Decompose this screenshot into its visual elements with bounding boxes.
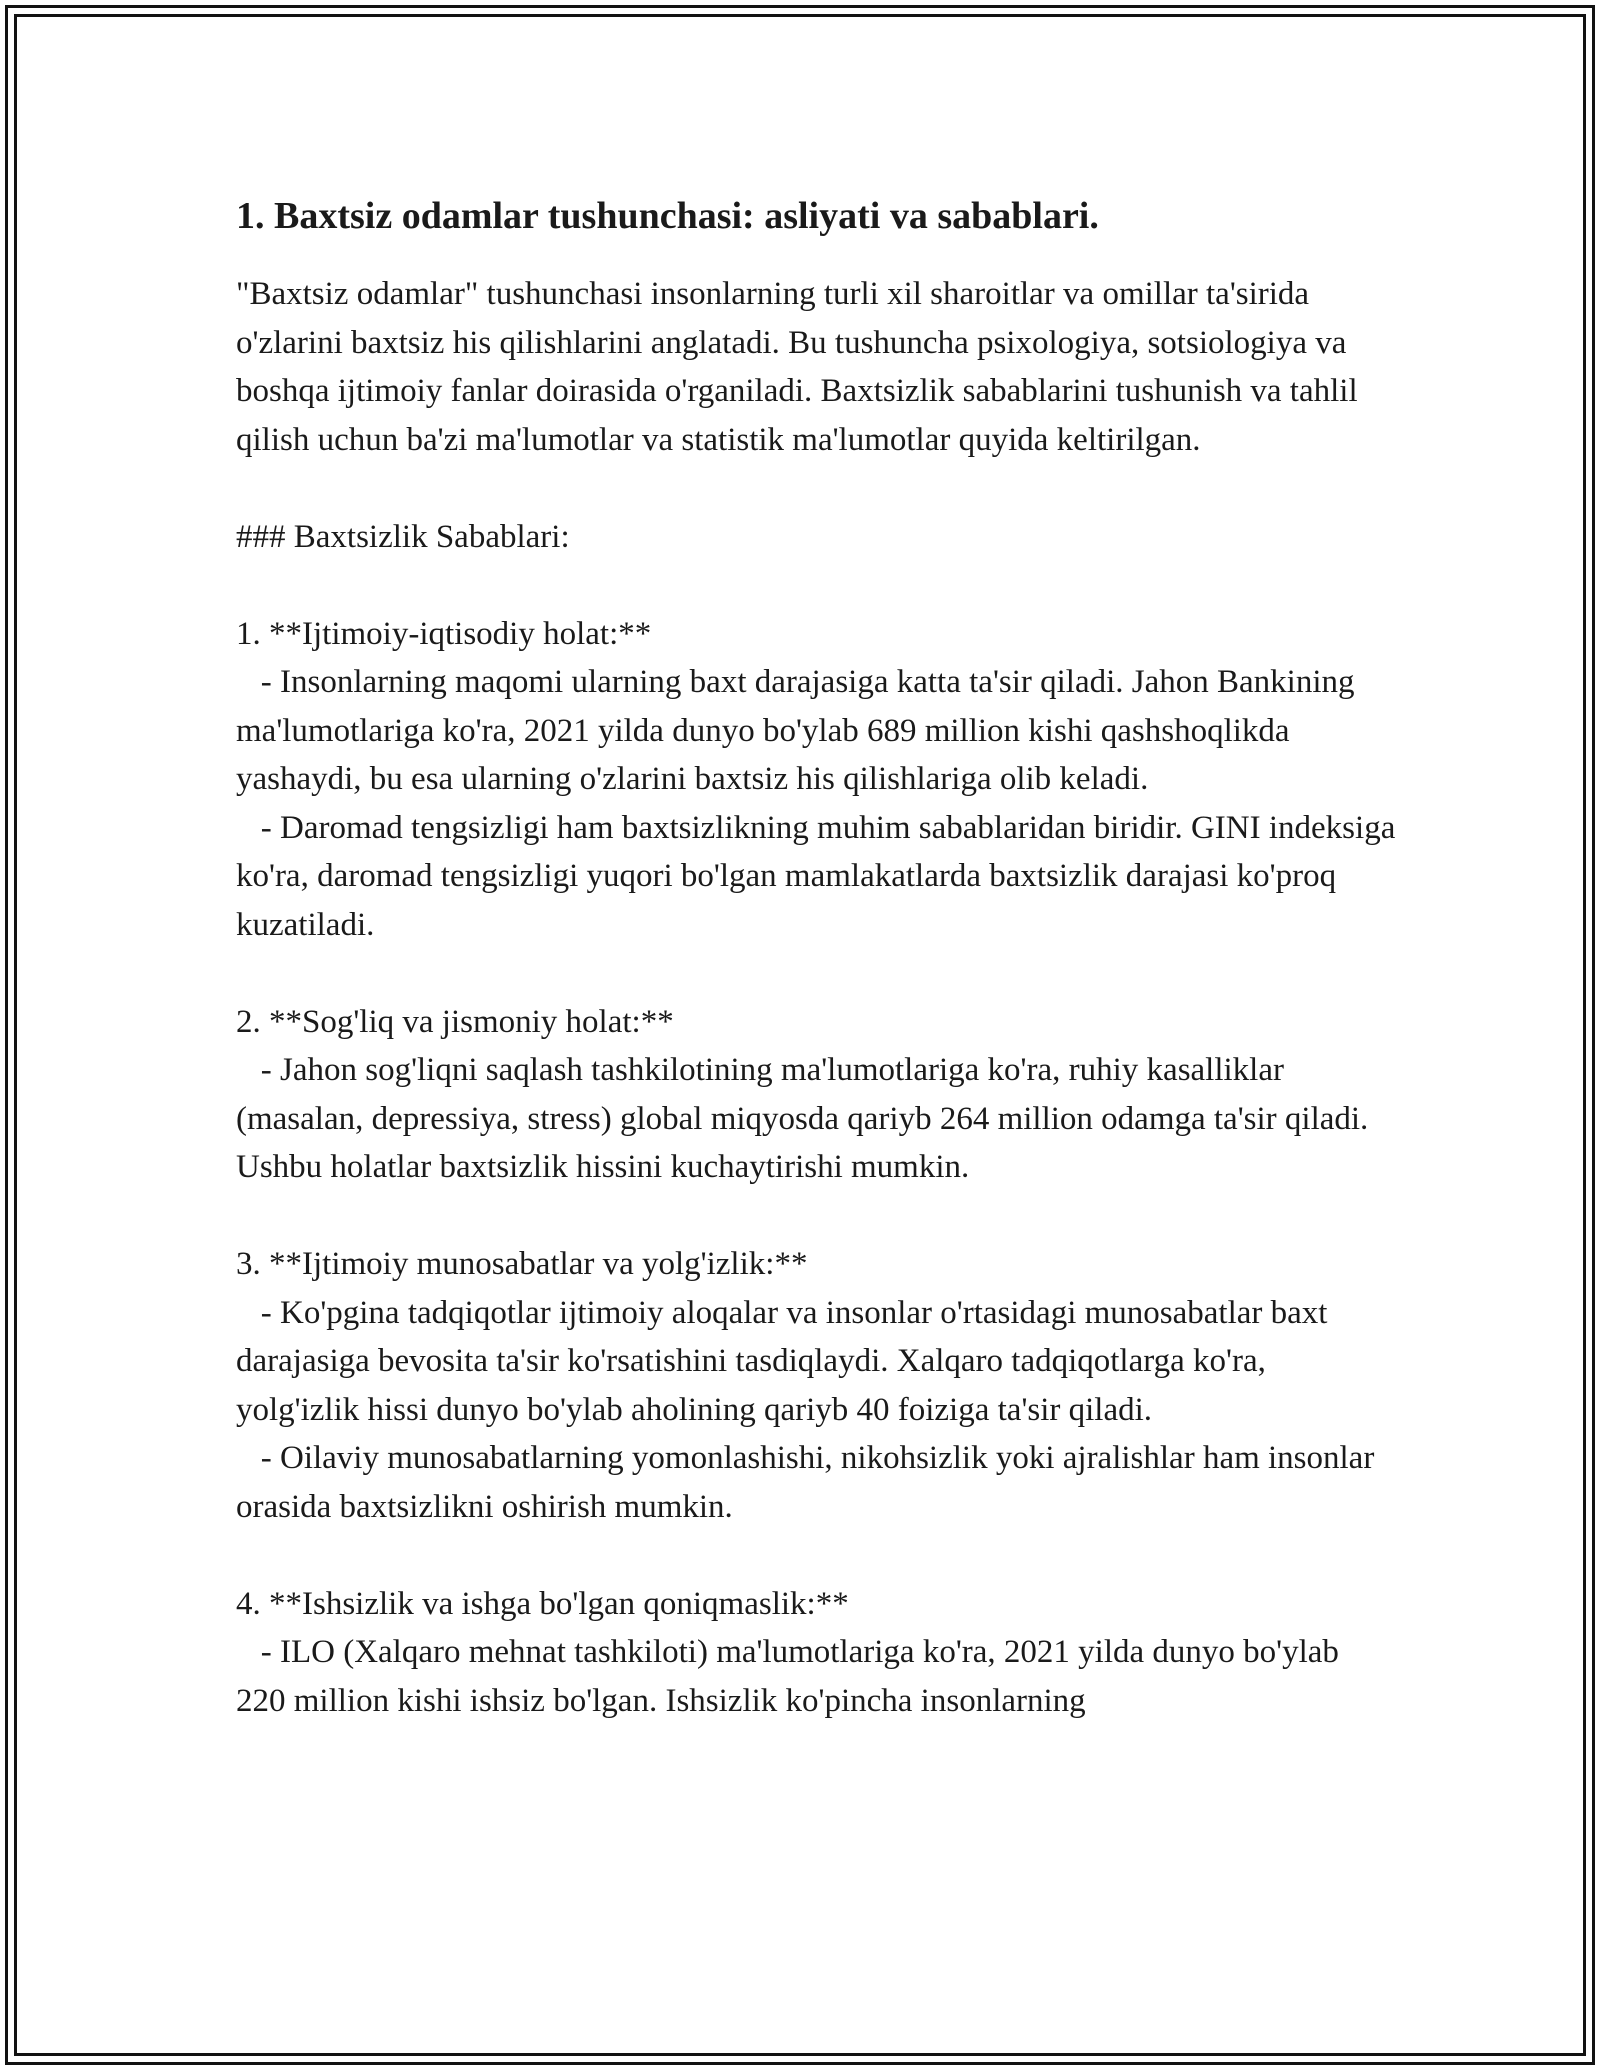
section-heading: 1. **Ijtimoiy-iqtisodiy holat:** (236, 615, 652, 652)
section-2 (236, 998, 1396, 1192)
section-item: - Daromad tengsizligi ham baxtsizlikning muhim sabablaridan biridir. GINI indeksiga ko'ra, daromad tengsizligi yuqori bo'lgan mamlakatlarda baxtsizlik darajasi ko'proq kuzatiladi. (236, 809, 1404, 943)
section-3 (236, 1240, 1396, 1531)
section-item: - Oilaviy munosabatlarning yomonlashishi, nikohsizlik yoki ajralishlar ham insonlar orasida baxtsizlikni oshirish mumkin. (236, 1440, 1383, 1525)
section-item: - ILO (Xalqaro mehnat tashkiloti) ma'lumotlariga ko'ra, 2021 yilda dunyo bo'ylab 220 million kishi ishsiz bo'lgan. Ishsizlik ko'pincha insonlarning (236, 1634, 1348, 1719)
section-heading: 4. **Ishsizlik va ishga bo'lgan qoniqmaslik:** (236, 1585, 849, 1622)
subheading: ### Baxtsizlik Sabablari: (236, 518, 570, 555)
section-heading: 2. **Sog'liq va jismoniy holat:** (236, 1003, 674, 1040)
section-item: - Jahon sog'liqni saqlash tashkilotining ma'lumotlariga ko'ra, ruhiy kasalliklar (masalan, depressiya, stress) global miqyosda qariyb 264 million odamga ta'sir qiladi. Ushbu holatlar baxtsizlik hissini kuchaytirishi mumkin. (236, 1052, 1377, 1185)
section-item: - Ko'pgina tadqiqotlar ijtimoiy aloqalar va insonlar o'rtasidagi munosabatlar baxt darajasiga bevosita ta'sir ko'rsatishini tasdiqlaydi. Xalqaro tadqiqotlarga ko'ra, yolg'izlik hissi dunyo bo'ylab aholining qariyb 40 foiziga ta'sir qiladi. (236, 1294, 1336, 1428)
section-4 (236, 1580, 1396, 1726)
document-body (236, 188, 1404, 1725)
section-1 (236, 610, 1404, 950)
section-item: - Insonlarning maqomi ularning baxt darajasiga katta ta'sir qiladi. Jahon Bankining ma'lumotlariga ko'ra, 2021 yilda dunyo bo'ylab 689 million kishi qashshoqlikda yashaydi, bu esa ularning o'zlarini baxtsiz his qilishlariga olib keladi. (236, 664, 1363, 797)
document-title: 1. Baxtsiz odamlar tushunchasi: asliyati va sabablari. (236, 195, 1099, 237)
intro-paragraph: "Baxtsiz odamlar" tushunchasi insonlarning turli xil sharoitlar va omillar ta'sirida o'zlarini baxtsiz his qilishlarini anglatadi. Bu tushuncha psixologiya, sotsiologiya va boshqa ijtimoiy fanlar doirasida o'rganiladi. Baxtsizlik sabablarini tushunish va tahlil qilish uchun ba'zi ma'lumotlar va statistik ma'lumotlar quyida keltirilgan. (236, 276, 1366, 458)
section-heading: 3. **Ijtimoiy munosabatlar va yolg'izlik:** (236, 1246, 808, 1282)
